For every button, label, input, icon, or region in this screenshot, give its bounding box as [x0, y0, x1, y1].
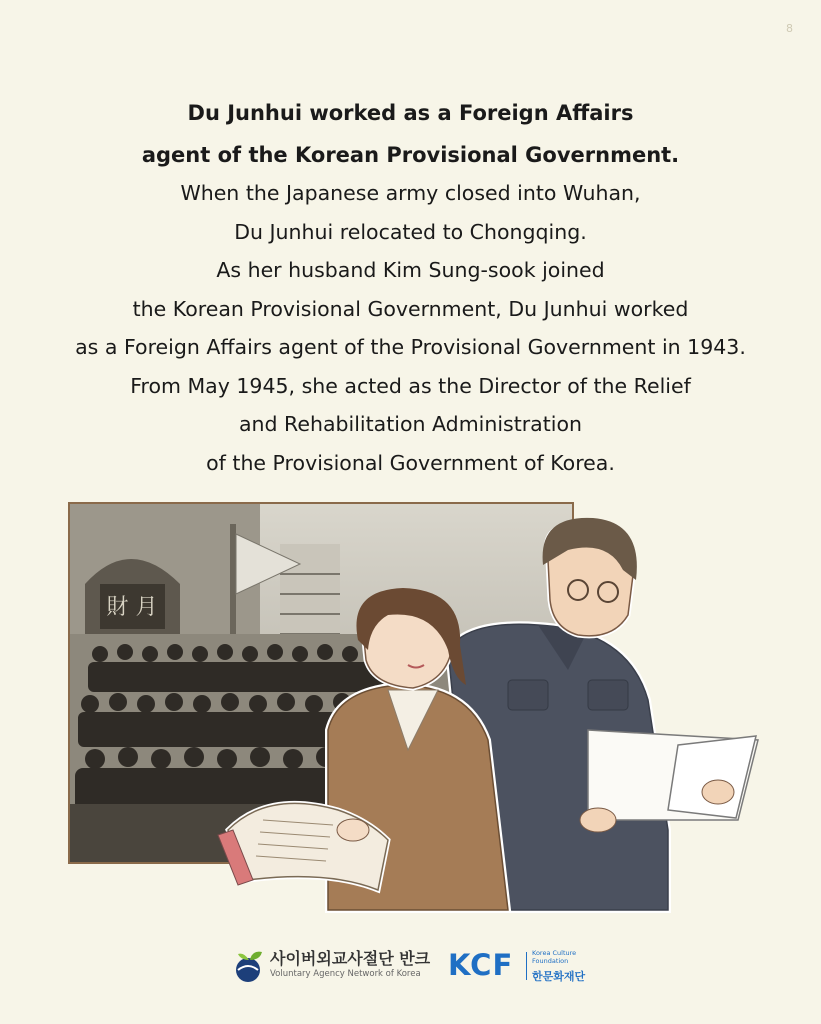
- body-line: of the Provisional Government of Korea.: [206, 450, 615, 475]
- body-line: Du Junhui relocated to Chongqing.: [234, 219, 587, 244]
- body-line: and Rehabilitation Administration: [238, 412, 583, 436]
- headline-line: Du Junhui worked as a Foreign Affairs: [187, 101, 634, 125]
- body-line: From May 1945, she acted as the Director of the Relief: [130, 373, 691, 398]
- footer-logos: [0, 942, 821, 992]
- page-number: 8: [786, 22, 793, 35]
- kcf-english-line: Foundation: [532, 956, 569, 965]
- body-line: As her husband Kim Sung-sook joined: [216, 258, 605, 282]
- kcf-english-name: [532, 950, 576, 965]
- van-logo: [232, 944, 432, 988]
- sprout-globe-icon: [232, 948, 268, 984]
- kcf-english-line: Korea Culture: [532, 949, 577, 957]
- van-korean-name: 사이버외교사절단 반크: [270, 949, 431, 968]
- headline-line: agent of the Korean Provisional Government.: [141, 143, 680, 167]
- kcf-korean-name: 한문화재단: [532, 970, 586, 983]
- van-english-name: Voluntary Agency Network of Korea: [270, 969, 421, 979]
- body-line: as a Foreign Affairs agent of the Provisional Government in 1943.: [75, 335, 746, 359]
- illustration: [68, 500, 768, 915]
- headline: [0, 92, 821, 176]
- body-line: the Korean Provisional Government, Du Junhui worked: [132, 296, 689, 321]
- body-line: When the Japanese army closed into Wuhan,: [180, 181, 641, 205]
- kcf-logo: [448, 944, 598, 988]
- kcf-mark: KCF: [448, 948, 514, 982]
- svg-text:財 月: 財 月: [106, 595, 158, 620]
- kcf-divider: [526, 952, 527, 980]
- characters-drawing: [68, 500, 768, 915]
- body-text: [0, 174, 821, 482]
